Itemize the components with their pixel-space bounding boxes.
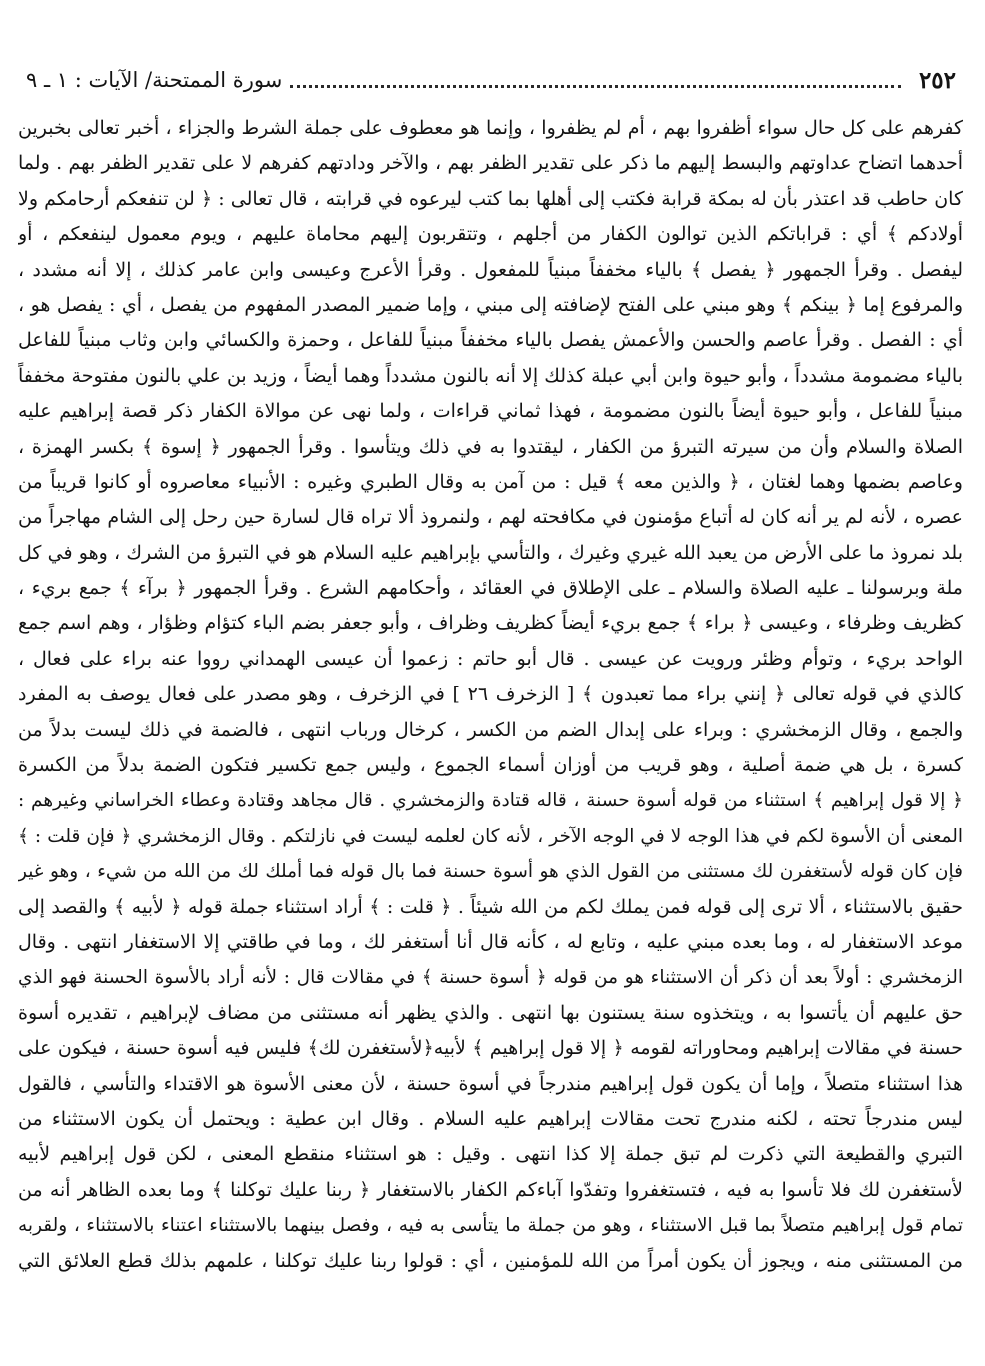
text-line: المعنى أن الأسوة لكم في هذا الوجه لا في الوجه الآخر ، لأنه كان لعلمه ليست في نازلتكم . وقال الزمخشري ﴿ فإن قلت : ﴾ [18,825,963,847]
text-line: والجمع ، وقال الزمخشري : وبراء على إبدال الضم من الكسر ، كرخال ورباب انتهى ، فالضمة في ذلك ليست بدلاً من [18,718,963,741]
text-line: بلد نمروذ ما على الأرض من يعبد الله غيري وغيرك ، والتأسي بإبراهيم عليه السلام هو في التبرؤ من الشرك ، وهو في كل [18,541,963,564]
dot-leader [290,85,901,88]
running-header [26,60,956,100]
body-text [18,111,963,1279]
text-line: والمرفوع إما ﴿ بينكم ﴾ وهو مبني على الفتح لإضافته إلى مبني ، وإما ضمير المصدر المفهوم من يفصل ، أي : يفصل هو ، [18,293,963,316]
text-line: الواحد بريء ، وتوأم وظئر ورويت عن عيسى . قال أبو حاتم : زعموا أن عيسى الهمداني رووا عنه براء على فعال ، [18,647,963,670]
running-title: سورة الممتحنة/ الآيات : ١ ـ ٩ [26,68,283,92]
text-line: موعد الاستغفار له ، وما بعده مبني عليه ، وتابع له ، كأنه قال أنا أستغفر لك ، وما في طاقتي إلا الاستغفار انتهى . وقال [18,930,963,953]
text-line: من المستثنى منه ، ويجوز أن يكون أمراً من الله للمؤمنين ، أي : قولوا ربنا عليك توكلنا ، علمهم بذلك قطع العلائق التي [18,1249,963,1272]
text-line: ملة وبرسولنا ـ عليه الصلاة والسلام ـ على الإطلاق في العقائد ، وأحكامهم الشرع . وقرأ الجمهور ﴿ برآء ﴾ جمع بريء ، [18,577,963,600]
text-line: بالياء مضمومة مشدداً ، وأبو حيوة وابن أبي عبلة كذلك إلا أنه بالنون مشدداً وهما أيضاً ، وزيد بن علي بالنون مفتوحة مخففاً [18,364,963,387]
text-line: التبري والقطيعة التي ذكرت لم تبق جملة إلا كذا انتهى . وقيل : هو استثناء منقطع المعنى ، لكن قول إبراهيم لأبيه [18,1143,963,1166]
text-line: عصره ، لأنه لم ير أنه كان له أتباع مؤمنون في مكافحته لهم ، ولنمروذ ألا تراه قال لسارة حين رحل إلى الشام مهاجراً من [18,506,963,529]
text-line: حقيق بالاستثناء ، ألا ترى إلى قوله فمن يملك لكم من الله شيئاً . ﴿ قلت : ﴾ أراد استثناء جملة قوله ﴿ لأبيه ﴾ والقصد إلى [18,895,963,918]
text-line: الزمخشري : أولاً بعد أن ذكر أن الاستثناء هو من قوله ﴿ أسوة حسنة ﴾ في مقالات قال : لأنه أراد بالأسوة الحسنة فهو الذي [18,967,963,989]
page-number: ٢٥٢ [918,66,956,94]
text-line: أولادكم ﴾ أي : قراباتكم الذين توالون الكفار من أجلهم ، وتتقربون إليهم محاماة عليهم ، ويوم معمول لينفعكم ، أو [18,223,963,246]
text-line: أي : الفصل . وقرأ عاصم والحسن والأعمش يفصل بالياء مخففاً مبنياً للفاعل ، وحمزة والكسائي وابن وثاب مبنياً للفاعل [18,329,963,352]
text-line: كسرة ، بل هي ضمة أصلية ، وهو قريب من أوزان أسماء الجموع ، وليس جمع تكسير فتكون الضمة بدلاً من الكسرة [18,754,963,777]
text-line: كالذي في قوله تعالى ﴿ إنني براء مما تعبدون ﴾ [ الزخرف ٢٦ ] في الزخرف ، وهو مصدر على فعال يوصف به المفرد [18,683,963,706]
text-line: ليفصل . وقرأ الجمهور ﴿ يفصل ﴾ بالياء مخففاً مبنياً للمفعول . وقرأ الأعرج وعيسى وابن عامر كذلك ، إلا أنه مشدد ، [18,258,963,281]
text-line: حسنة في مقالات إبراهيم ومحاوراته لقومه ﴿ إلا قول إبراهيم ﴾ لأبيه﴿لأستغفرن لك﴾ فليس فيه أسوة حسنة ، فيكون على [18,1037,963,1060]
text-line: كظريف وظرفاء ، وعيسى ﴿ براء ﴾ جمع بريء أيضاً كظريف وظراف ، وأبو جعفر بضم الباء كتؤام وظؤار ، وهم اسم جمع [18,612,963,635]
text-line: وعاصم بضمها وهما لغتان ، ﴿ والذين معه ﴾ قيل : من آمن به وقال الطبري وغيره : الأنبياء معاصروه أو كانوا قريباً من [18,470,963,493]
text-line: هذا استثناء متصلاً ، وإما أن يكون قول إبراهيم مندرجاً في أسوة حسنة ، لأن معنى الأسوة هو الاقتداء والتأسي ، فالقول [18,1072,963,1095]
text-line: أحدهما اتضاح عداوتهم والبسط إليهم ما ذكر على تقدير الظفر بهم ، والآخر ودادتهم كفرهم لا على تقدير الظفر بهم . ولما [18,152,963,175]
text-line: فإن كان قوله لأستغفرن لك مستثنى من القول الذي هو أسوة حسنة فما بال قوله فما أملك لك من الله من شيء ، وهو غير [18,861,963,883]
text-line: حق عليهم أن يأتسوا به ، ويتخذوه سنة يستنون بها انتهى . والذي يظهر أنه مستثنى من مضاف لإبراهيم ، تقديره أسوة [18,1001,963,1024]
text-line: ﴿ إلا قول إبراهيم ﴾ استثناء من قوله أسوة حسنة ، قاله قتادة والزمخشري . قال مجاهد وقتادة وعطاء الخراساني وغيرهم : [18,790,963,812]
text-line: تمام قول إبراهيم متصلاً بما قبل الاستثناء ، وهو من جملة ما يتأسى به فيه ، وفصل بينهما بالاستثناء اعتناء بالاستثناء ، ولقربه [18,1215,963,1237]
text-line: ليس مندرجاً تحته ، لكنه مندرج تحت مقالات إبراهيم عليه السلام . وقال ابن عطية : ويحتمل أن يكون الاستثناء من [18,1107,963,1130]
text-line: لأستغفرن لك فلا تأسوا به فيه ، فتستغفروا وتفدّوا آباءكم الكفار بالاستغفار ﴿ ربنا عليك توكلنا ﴾ وما بعده الظاهر أنه من [18,1178,963,1201]
text-line: الصلاة والسلام وأن من سيرته التبرؤ من الكفار ، ليقتدوا به في ذلك ويتأسوا . وقرأ الجمهور ﴿ إسوة ﴾ بكسر الهمزة ، [18,435,963,458]
text-line: مبنياً للفاعل ، وأبو حيوة أيضاً بالنون مضمومة ، فهذا ثماني قراءات ، ولما نهى عن موالاة الكفار ذكر قصة إبراهيم عليه [18,400,963,423]
text-line: كان حاطب قد اعتذر بأن له بمكة قرابة فكتب إلى أهلها بما كتب ليرعوه في قرابته ، قال تعالى : ﴿ لن تنفعكم أرحامكم ولا [18,187,963,210]
text-line: كفرهم على كل حال سواء أظفروا بهم ، أم لم يظفروا ، وإنما هو معطوف على جملة الشرط والجزاء ، أخبر تعالى بخبرين [18,117,963,139]
